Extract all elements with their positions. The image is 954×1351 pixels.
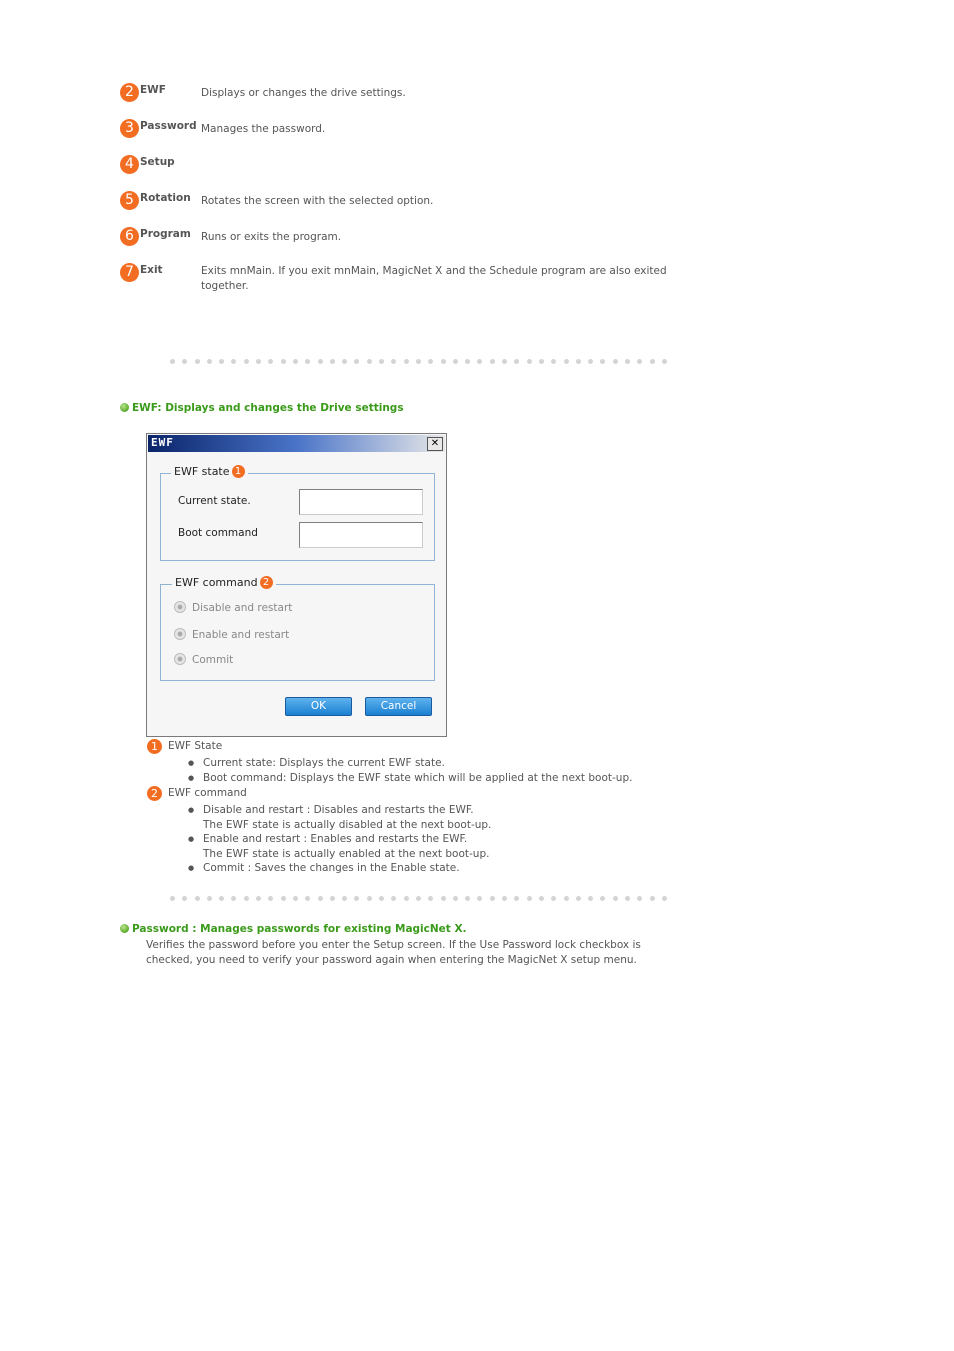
divider-dot xyxy=(539,359,544,364)
menu-term-setup: Setup xyxy=(140,156,175,168)
section-title-ewf xyxy=(120,402,404,414)
list-item xyxy=(188,861,491,876)
dialog-title: EWF xyxy=(151,436,174,449)
menu-desc-password: Manages the password. xyxy=(201,123,326,135)
close-icon[interactable]: ✕ xyxy=(427,437,443,451)
divider-dot xyxy=(514,896,519,901)
divider-dot xyxy=(330,359,335,364)
current-state-field[interactable] xyxy=(299,489,423,515)
divider-dot xyxy=(367,896,372,901)
dotted-divider xyxy=(170,896,670,902)
divider-dot xyxy=(182,896,187,901)
ewf-command-group-label xyxy=(172,576,276,589)
number-4-icon: 4 xyxy=(120,155,139,174)
divider-dot xyxy=(318,359,323,364)
divider-dot xyxy=(453,896,458,901)
divider-dot xyxy=(502,896,507,901)
divider-dot xyxy=(170,896,175,901)
divider-dot xyxy=(650,896,655,901)
password-description: Verifies the password before you enter the Setup screen. If the Use Password lock checkbox is checked, you need to verify your password again when entering the MagicNet X setup menu. xyxy=(146,939,641,966)
list-item-text: Commit : Saves the changes in the Enable state. xyxy=(203,862,460,874)
list-item xyxy=(188,832,491,861)
divider-dot xyxy=(354,359,359,364)
note-list-ewf-command xyxy=(188,803,491,876)
divider-dot xyxy=(453,359,458,364)
ok-button[interactable]: OK xyxy=(285,697,352,716)
divider-dot xyxy=(613,359,618,364)
divider-dot xyxy=(490,896,495,901)
divider-dot xyxy=(342,896,347,901)
number-1-icon: 1 xyxy=(147,739,162,754)
ewf-state-group-label xyxy=(171,465,248,478)
ewf-state-label-text: EWF state xyxy=(174,465,230,478)
divider-dot xyxy=(318,896,323,901)
radio-commit[interactable] xyxy=(174,653,233,666)
divider-dot xyxy=(576,359,581,364)
list-item-subtext: The EWF state is actually enabled at the next boot-up. xyxy=(203,847,490,860)
list-item xyxy=(188,756,632,771)
list-item-text: Enable and restart : Enables and restarts the EWF. xyxy=(203,833,468,845)
radio-icon[interactable] xyxy=(174,628,186,640)
list-item xyxy=(188,803,491,832)
divider-dot xyxy=(354,896,359,901)
divider-dot xyxy=(207,359,212,364)
divider-dot xyxy=(256,359,261,364)
divider-dot xyxy=(490,359,495,364)
divider-dot xyxy=(527,359,532,364)
current-state-label: Current state. xyxy=(178,495,251,507)
divider-dot xyxy=(416,896,421,901)
divider-dot xyxy=(564,359,569,364)
divider-dot xyxy=(219,359,224,364)
divider-dot xyxy=(231,359,236,364)
menu-term-rotation: Rotation xyxy=(140,192,191,204)
radio-icon[interactable] xyxy=(174,653,186,665)
divider-dot xyxy=(268,896,273,901)
menu-term-exit: Exit xyxy=(140,264,163,276)
divider-dot xyxy=(305,359,310,364)
divider-dot xyxy=(367,359,372,364)
divider-dot xyxy=(539,896,544,901)
divider-dot xyxy=(330,896,335,901)
divider-dot xyxy=(502,359,507,364)
list-item-text: Current state: Displays the current EWF state. xyxy=(203,757,445,769)
divider-dot xyxy=(391,359,396,364)
divider-dot xyxy=(514,359,519,364)
number-5-icon: 5 xyxy=(120,191,139,210)
divider-dot xyxy=(231,896,236,901)
divider-dot xyxy=(477,359,482,364)
divider-dot xyxy=(564,896,569,901)
radio-label: Commit xyxy=(192,654,234,666)
menu-term-ewf: EWF xyxy=(140,84,166,96)
divider-dot xyxy=(379,359,384,364)
divider-dot xyxy=(551,359,556,364)
divider-dot xyxy=(404,359,409,364)
radio-disable-and-restart[interactable] xyxy=(174,601,292,614)
divider-dot xyxy=(613,896,618,901)
divider-dot xyxy=(441,896,446,901)
divider-dot xyxy=(625,359,630,364)
divider-dot xyxy=(281,359,286,364)
divider-dot xyxy=(588,896,593,901)
divider-dot xyxy=(391,896,396,901)
divider-dot xyxy=(244,896,249,901)
number-3-icon: 3 xyxy=(120,119,139,138)
divider-dot xyxy=(650,359,655,364)
menu-desc-rotation: Rotates the screen with the selected option. xyxy=(201,195,434,207)
divider-dot xyxy=(428,359,433,364)
number-7-icon: 7 xyxy=(120,263,139,282)
boot-command-label: Boot command xyxy=(178,527,258,539)
divider-dot xyxy=(244,359,249,364)
note-heading-ewf-state: EWF State xyxy=(168,740,223,752)
menu-term-program: Program xyxy=(140,228,191,240)
divider-dot xyxy=(465,896,470,901)
divider-dot xyxy=(637,359,642,364)
section-title-password xyxy=(120,923,467,935)
green-bullet-icon xyxy=(120,924,129,933)
list-item-subtext: The EWF state is actually disabled at the next boot-up. xyxy=(203,818,492,831)
radio-label: Enable and restart xyxy=(192,629,290,641)
divider-dot xyxy=(576,896,581,901)
number-2-icon: 2 xyxy=(260,576,273,589)
menu-desc-exit: Exits mnMain. If you exit mnMain, MagicNet X and the Schedule program are also exited together. xyxy=(201,265,667,292)
divider-dot xyxy=(268,359,273,364)
number-6-icon: 6 xyxy=(120,227,139,246)
menu-desc-program: Runs or exits the program. xyxy=(201,231,342,243)
divider-dot xyxy=(342,359,347,364)
divider-dot xyxy=(600,359,605,364)
divider-dot xyxy=(293,896,298,901)
divider-dot xyxy=(441,359,446,364)
divider-dot xyxy=(293,359,298,364)
divider-dot xyxy=(195,359,200,364)
divider-dot xyxy=(305,896,310,901)
divider-dot xyxy=(465,359,470,364)
number-2-icon: 2 xyxy=(147,786,162,801)
note-heading-ewf-command: EWF command xyxy=(168,787,247,799)
divider-dot xyxy=(256,896,261,901)
divider-dot xyxy=(379,896,384,901)
divider-dot xyxy=(195,896,200,901)
divider-dot xyxy=(207,896,212,901)
divider-dot xyxy=(428,896,433,901)
divider-dot xyxy=(588,359,593,364)
dotted-divider xyxy=(170,359,670,365)
divider-dot xyxy=(625,896,630,901)
radio-icon[interactable] xyxy=(174,601,186,613)
divider-dot xyxy=(182,359,187,364)
divider-dot xyxy=(662,359,667,364)
divider-dot xyxy=(637,896,642,901)
section-title-ewf-text: EWF: Displays and changes the Drive settings xyxy=(132,402,404,414)
divider-dot xyxy=(662,896,667,901)
divider-dot xyxy=(219,896,224,901)
divider-dot xyxy=(416,359,421,364)
divider-dot xyxy=(600,896,605,901)
section-title-password-text: Password : Manages passwords for existing MagicNet X. xyxy=(132,923,467,935)
list-item xyxy=(188,771,632,786)
list-item-text: Boot command: Displays the EWF state which will be applied at the next boot-up. xyxy=(203,771,633,784)
menu-term-password: Password xyxy=(140,120,197,132)
divider-dot xyxy=(404,896,409,901)
radio-enable-and-restart[interactable] xyxy=(174,628,289,641)
list-item-text: Disable and restart : Disables and restarts the EWF. xyxy=(203,804,474,816)
cancel-button[interactable]: Cancel xyxy=(365,697,432,716)
menu-desc-ewf: Displays or changes the drive settings. xyxy=(201,87,406,99)
divider-dot xyxy=(170,359,175,364)
green-bullet-icon xyxy=(120,403,129,412)
radio-label: Disable and restart xyxy=(192,602,293,614)
number-1-icon: 1 xyxy=(232,465,245,478)
number-2-icon: 2 xyxy=(120,83,139,102)
boot-command-field[interactable] xyxy=(299,522,423,548)
divider-dot xyxy=(281,896,286,901)
ewf-command-label-text: EWF command xyxy=(175,576,258,589)
divider-dot xyxy=(527,896,532,901)
dialog-title-bar[interactable] xyxy=(148,435,445,452)
divider-dot xyxy=(477,896,482,901)
divider-dot xyxy=(551,896,556,901)
note-list-ewf-state xyxy=(188,756,632,785)
